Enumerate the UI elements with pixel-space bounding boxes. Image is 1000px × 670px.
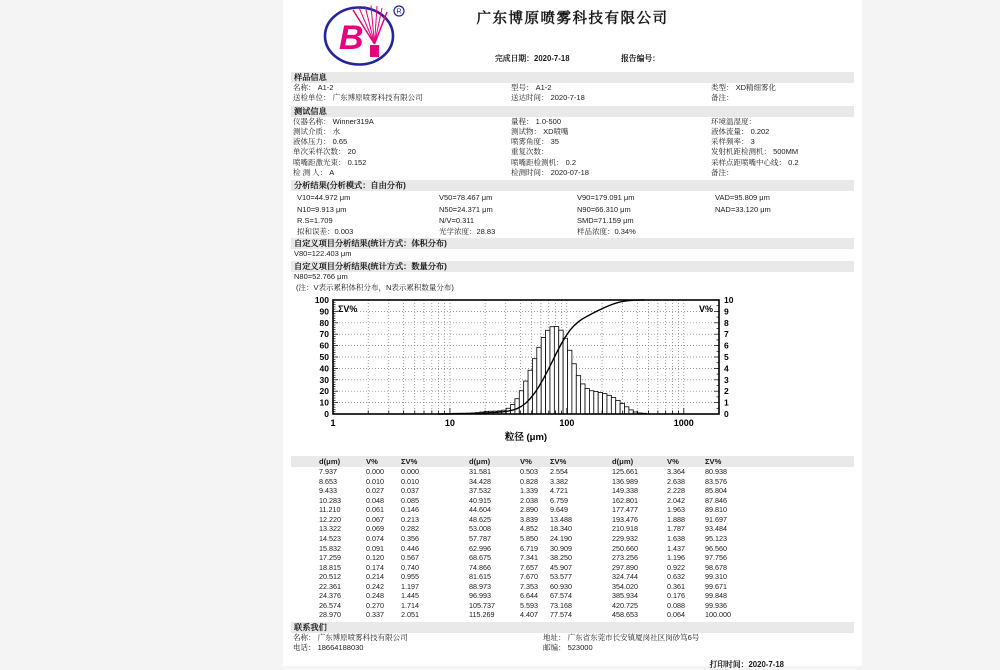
analysis-value: N50=24.371 μm bbox=[439, 205, 577, 214]
table-cell: 53.577 bbox=[550, 572, 612, 582]
report-number: 报告编号： bbox=[621, 53, 660, 64]
table-cell: 1.437 bbox=[667, 544, 705, 554]
svg-text:V%: V% bbox=[699, 304, 713, 314]
table-cell: 2.890 bbox=[520, 505, 550, 515]
analysis-value: V90=179.091 μm bbox=[577, 193, 715, 202]
info-field: 喷雾角度： 35 bbox=[511, 137, 711, 147]
table-cell: 0.064 bbox=[667, 610, 705, 620]
table-row bbox=[291, 524, 854, 534]
svg-text:20: 20 bbox=[320, 386, 330, 396]
table-cell: 0.955 bbox=[401, 572, 469, 582]
table-cell: 13.322 bbox=[319, 524, 366, 534]
info-field: 单次采样次数： 20 bbox=[293, 147, 511, 157]
section-title-test-info: 测试信息 bbox=[291, 106, 854, 117]
table-cell: 0.282 bbox=[401, 524, 469, 534]
table-cell: 12.220 bbox=[319, 515, 366, 525]
table-cell: 24.376 bbox=[319, 591, 366, 601]
table-cell: 2.228 bbox=[667, 486, 705, 496]
analysis-value: VAD=95.809 μm bbox=[715, 193, 854, 202]
table-cell: 1.197 bbox=[401, 582, 469, 592]
svg-text:100: 100 bbox=[315, 295, 329, 305]
table-cell: 80.938 bbox=[705, 467, 854, 477]
table-cell: 68.675 bbox=[469, 553, 520, 563]
table-row bbox=[291, 591, 854, 601]
info-field: 发射机距检测机： 500MM bbox=[711, 147, 854, 157]
table-cell: 1.339 bbox=[520, 486, 550, 496]
table-cell: 0.088 bbox=[667, 601, 705, 611]
table-cell: 0.270 bbox=[366, 601, 401, 611]
table-cell: 2.554 bbox=[550, 467, 612, 477]
table-cell: 0.503 bbox=[520, 467, 550, 477]
table-header-cell: V% bbox=[667, 456, 705, 467]
table-cell: 87.846 bbox=[705, 496, 854, 506]
table-cell: 6.759 bbox=[550, 496, 612, 506]
section-title-analysis: 分析结果(分析模式：自由分布) bbox=[291, 180, 854, 191]
table-cell: 81.615 bbox=[469, 572, 520, 582]
logo-letter: B bbox=[339, 19, 364, 57]
chart-canvas bbox=[303, 294, 763, 452]
table-row bbox=[291, 582, 854, 592]
table-cell: 17.259 bbox=[319, 553, 366, 563]
table-header-cell: d(μm) bbox=[612, 456, 667, 467]
table-cell: 4.852 bbox=[520, 524, 550, 534]
table-row bbox=[291, 553, 854, 563]
table-cell: 1.787 bbox=[667, 524, 705, 534]
table-header-cell: d(μm) bbox=[319, 456, 366, 467]
table-cell: 93.484 bbox=[705, 524, 854, 534]
info-field: 量程： 1.0-500 bbox=[511, 117, 711, 127]
table-cell: 2.038 bbox=[520, 496, 550, 506]
table-cell: 3.364 bbox=[667, 467, 705, 477]
table-cell: 22.361 bbox=[319, 582, 366, 592]
info-field: 测试物： XD喷嘴 bbox=[511, 127, 711, 137]
svg-text:8: 8 bbox=[724, 318, 729, 328]
info-field: 型号： A1-2 bbox=[511, 83, 711, 93]
table-cell: 0.213 bbox=[401, 515, 469, 525]
table-cell: 0.146 bbox=[401, 505, 469, 515]
svg-text:1000: 1000 bbox=[674, 418, 694, 428]
company-name: 广东博原喷雾科技有限公司 bbox=[291, 7, 854, 28]
table-cell: 193.476 bbox=[612, 515, 667, 525]
table-cell: 8.653 bbox=[319, 477, 366, 487]
table-cell: 34.428 bbox=[469, 477, 520, 487]
table-header-cell: V% bbox=[520, 456, 550, 467]
svg-text:10: 10 bbox=[445, 418, 455, 428]
info-field: 类型： XD精细雾化 bbox=[711, 83, 854, 93]
table-cell: 0.567 bbox=[401, 553, 469, 563]
table-cell: 0.361 bbox=[667, 582, 705, 592]
table-header-cell: ΣV% bbox=[401, 456, 469, 467]
table-cell: 99.671 bbox=[705, 582, 854, 592]
analysis-value: SMD=71.159 μm bbox=[577, 216, 715, 225]
table-row bbox=[291, 486, 854, 496]
table-cell: 96.560 bbox=[705, 544, 854, 554]
svg-text:6: 6 bbox=[724, 341, 729, 351]
table-cell: 324.744 bbox=[612, 572, 667, 582]
info-field: 名称： A1-2 bbox=[293, 83, 511, 93]
table-cell: 0.337 bbox=[366, 610, 401, 620]
table-cell: 26.574 bbox=[319, 601, 366, 611]
table-cell: 100.000 bbox=[705, 610, 854, 620]
table-cell: 6.644 bbox=[520, 591, 550, 601]
section-title-custom-volume: 自定义项目分析结果(统计方式：体积分布) bbox=[291, 238, 854, 249]
test-info-grid bbox=[291, 117, 854, 179]
table-cell: 4.721 bbox=[550, 486, 612, 496]
table-cell: 62.996 bbox=[469, 544, 520, 554]
table-cell: 0.067 bbox=[366, 515, 401, 525]
custom-number-value: N80=52.766 μm bbox=[291, 272, 854, 282]
sample-info-grid bbox=[291, 83, 854, 104]
info-field: 仪器名称： Winner319A bbox=[293, 117, 511, 127]
table-cell: 4.407 bbox=[520, 610, 550, 620]
contact-grid bbox=[291, 633, 854, 654]
table-cell: 0.048 bbox=[366, 496, 401, 506]
distribution-table bbox=[291, 456, 854, 620]
nozzle-icon bbox=[370, 45, 379, 57]
table-cell: 67.574 bbox=[550, 591, 612, 601]
table-cell: 7.657 bbox=[520, 563, 550, 573]
table-cell: 0.027 bbox=[366, 486, 401, 496]
table-cell: 7.341 bbox=[520, 553, 550, 563]
table-cell: 3.839 bbox=[520, 515, 550, 525]
table-cell: 73.168 bbox=[550, 601, 612, 611]
table-cell: 57.787 bbox=[469, 534, 520, 544]
table-cell: 1.196 bbox=[667, 553, 705, 563]
table-cell: 0.000 bbox=[401, 467, 469, 477]
table-cell: 0.091 bbox=[366, 544, 401, 554]
table-cell: 99.936 bbox=[705, 601, 854, 611]
field-row bbox=[291, 643, 854, 653]
table-cell: 385.934 bbox=[612, 591, 667, 601]
table-cell: 420.725 bbox=[612, 601, 667, 611]
complete-date: 完成日期：2020-7-18 bbox=[495, 53, 570, 64]
svg-text:90: 90 bbox=[320, 307, 330, 317]
info-field: 采样频率： 3 bbox=[711, 137, 854, 147]
table-row bbox=[291, 496, 854, 506]
table-cell: 7.353 bbox=[520, 582, 550, 592]
table-cell: 6.719 bbox=[520, 544, 550, 554]
report-page bbox=[283, 0, 862, 666]
table-cell: 0.632 bbox=[667, 572, 705, 582]
info-field: 电话： 18664188030 bbox=[293, 643, 543, 653]
svg-text:0: 0 bbox=[724, 409, 729, 419]
info-field: 备注： bbox=[711, 93, 854, 103]
table-cell: 28.970 bbox=[319, 610, 366, 620]
info-field: 液体流量： 0.202 bbox=[711, 127, 854, 137]
analysis-row bbox=[291, 214, 854, 225]
table-row bbox=[291, 610, 854, 620]
table-cell: 162.801 bbox=[612, 496, 667, 506]
table-cell: 60.930 bbox=[550, 582, 612, 592]
info-field: 邮编： 523000 bbox=[543, 643, 854, 653]
table-cell: 1.638 bbox=[667, 534, 705, 544]
section-title-contact: 联系我们 bbox=[291, 622, 854, 633]
table-row bbox=[291, 601, 854, 611]
table-cell: 18.340 bbox=[550, 524, 612, 534]
field-row bbox=[291, 137, 854, 147]
info-field: 重复次数： bbox=[511, 147, 711, 157]
info-field: 送达时间： 2020-7-18 bbox=[511, 93, 711, 103]
table-row bbox=[291, 515, 854, 525]
table-cell: 0.074 bbox=[366, 534, 401, 544]
field-row bbox=[291, 117, 854, 127]
table-cell: 97.756 bbox=[705, 553, 854, 563]
table-cell: 115.269 bbox=[469, 610, 520, 620]
table-row bbox=[291, 505, 854, 515]
table-cell: 74.866 bbox=[469, 563, 520, 573]
table-cell: 10.283 bbox=[319, 496, 366, 506]
table-cell: 13.488 bbox=[550, 515, 612, 525]
info-field: 采样点距喷嘴中心线： 0.2 bbox=[711, 158, 854, 168]
table-cell: 5.850 bbox=[520, 534, 550, 544]
table-cell: 0.010 bbox=[401, 477, 469, 487]
info-field: 液体压力： 0.65 bbox=[293, 137, 511, 147]
table-row bbox=[291, 544, 854, 554]
table-cell: 88.973 bbox=[469, 582, 520, 592]
section-title-custom-number: 自定义项目分析结果(统计方式：数量分布) bbox=[291, 261, 854, 272]
table-cell: 2.638 bbox=[667, 477, 705, 487]
analysis-value bbox=[715, 227, 854, 236]
info-field: 检测时间： 2020-07-18 bbox=[511, 168, 711, 178]
table-cell: 20.512 bbox=[319, 572, 366, 582]
svg-text:ΣV%: ΣV% bbox=[338, 304, 357, 314]
svg-text:70: 70 bbox=[320, 329, 330, 339]
table-cell: 0.446 bbox=[401, 544, 469, 554]
table-cell: 273.256 bbox=[612, 553, 667, 563]
table-header-cell: ΣV% bbox=[705, 456, 854, 467]
svg-text:100: 100 bbox=[559, 418, 574, 428]
analysis-value: NAD=33.120 μm bbox=[715, 205, 854, 214]
field-row bbox=[291, 127, 854, 137]
table-cell: 95.123 bbox=[705, 534, 854, 544]
info-field: 送检单位： 广东博原喷雾科技有限公司 bbox=[293, 93, 511, 103]
table-cell: 229.932 bbox=[612, 534, 667, 544]
analysis-value: V50=78.467 μm bbox=[439, 193, 577, 202]
info-field: 备注： bbox=[711, 168, 854, 178]
table-cell: 297.890 bbox=[612, 563, 667, 573]
table-cell: 40.915 bbox=[469, 496, 520, 506]
table-cell: 18.815 bbox=[319, 563, 366, 573]
table-row bbox=[291, 477, 854, 487]
analysis-value: 光学浓度：28.83 bbox=[439, 227, 577, 236]
svg-text:粒径 (μm): 粒径 (μm) bbox=[504, 431, 547, 443]
svg-text:80: 80 bbox=[320, 318, 330, 328]
table-row bbox=[291, 534, 854, 544]
table-cell: 0.010 bbox=[366, 477, 401, 487]
info-field: 喷嘴距激光束： 0.152 bbox=[293, 158, 511, 168]
table-cell: 5.593 bbox=[520, 601, 550, 611]
table-cell: 458.653 bbox=[612, 610, 667, 620]
table-cell: 250.660 bbox=[612, 544, 667, 554]
table-cell: 0.740 bbox=[401, 563, 469, 573]
print-time: 打印时间：2020-7-18 bbox=[291, 659, 854, 670]
table-cell: 99.848 bbox=[705, 591, 854, 601]
info-field: 测试介质： 水 bbox=[293, 127, 511, 137]
table-cell: 0.214 bbox=[366, 572, 401, 582]
table-cell: 99.310 bbox=[705, 572, 854, 582]
info-field: 地址： 广东省东莞市长安镇厦岗社区岗砂笃6号 bbox=[543, 633, 854, 643]
table-cell: 7.937 bbox=[319, 467, 366, 477]
table-cell: 149.338 bbox=[612, 486, 667, 496]
svg-text:1: 1 bbox=[724, 398, 729, 408]
table-cell: 0.356 bbox=[401, 534, 469, 544]
svg-text:0: 0 bbox=[324, 409, 329, 419]
custom-volume-value: V80=122.403 μm bbox=[291, 249, 854, 259]
table-cell: 0.248 bbox=[366, 591, 401, 601]
analysis-value: 样品浓度：0.34% bbox=[577, 227, 715, 236]
analysis-row bbox=[291, 225, 854, 236]
table-header-cell: V% bbox=[366, 456, 401, 467]
table-cell: 1.963 bbox=[667, 505, 705, 515]
svg-text:2: 2 bbox=[724, 386, 729, 396]
table-cell: 24.190 bbox=[550, 534, 612, 544]
table-cell: 0.176 bbox=[667, 591, 705, 601]
table-cell: 14.523 bbox=[319, 534, 366, 544]
info-field: 检 测 人： A bbox=[293, 168, 511, 178]
table-cell: 0.922 bbox=[667, 563, 705, 573]
report-header bbox=[291, 0, 854, 70]
table-cell: 3.382 bbox=[550, 477, 612, 487]
section-title-sample-info: 样品信息 bbox=[291, 72, 854, 83]
table-cell: 1.714 bbox=[401, 601, 469, 611]
table-row bbox=[291, 563, 854, 573]
table-body bbox=[291, 467, 854, 620]
table-cell: 30.909 bbox=[550, 544, 612, 554]
table-cell: 0.828 bbox=[520, 477, 550, 487]
analysis-value: 拟和误差：0.003 bbox=[297, 227, 439, 236]
table-cell: 11.210 bbox=[319, 505, 366, 515]
table-cell: 96.993 bbox=[469, 591, 520, 601]
table-row bbox=[291, 572, 854, 582]
registered-mark-icon: R bbox=[396, 9, 401, 16]
field-row bbox=[291, 633, 854, 643]
analysis-value: R.S=1.709 bbox=[297, 216, 439, 225]
table-cell: 0.061 bbox=[366, 505, 401, 515]
table-cell: 210.918 bbox=[612, 524, 667, 534]
table-row bbox=[291, 467, 854, 477]
svg-text:10: 10 bbox=[724, 295, 734, 305]
svg-text:4: 4 bbox=[724, 364, 729, 374]
analysis-value: N10=9.913 μm bbox=[297, 205, 439, 214]
analysis-row bbox=[291, 191, 854, 202]
analysis-value: N/V=0.311 bbox=[439, 216, 577, 225]
analysis-value: N90=66.310 μm bbox=[577, 205, 715, 214]
particle-size-chart bbox=[303, 294, 854, 454]
table-cell: 83.576 bbox=[705, 477, 854, 487]
table-cell: 2.042 bbox=[667, 496, 705, 506]
svg-text:30: 30 bbox=[320, 375, 330, 385]
svg-text:5: 5 bbox=[724, 352, 729, 362]
table-cell: 1.445 bbox=[401, 591, 469, 601]
field-row bbox=[291, 147, 854, 157]
info-field: 喷嘴距检测机： 0.2 bbox=[511, 158, 711, 168]
table-cell: 0.174 bbox=[366, 563, 401, 573]
field-row bbox=[291, 158, 854, 168]
analysis-value: V10=44.972 μm bbox=[297, 193, 439, 202]
svg-text:7: 7 bbox=[724, 329, 729, 339]
table-cell: 85.804 bbox=[705, 486, 854, 496]
table-cell: 31.581 bbox=[469, 467, 520, 477]
table-header-cell: d(μm) bbox=[469, 456, 520, 467]
field-row bbox=[291, 93, 854, 103]
analysis-results-grid bbox=[291, 191, 854, 236]
svg-text:60: 60 bbox=[320, 341, 330, 351]
distribution-note: (注：V表示累积体积分布，N表示累积数量分布) bbox=[291, 283, 854, 293]
svg-text:10: 10 bbox=[320, 398, 330, 408]
table-cell: 91.697 bbox=[705, 515, 854, 525]
table-cell: 2.051 bbox=[401, 610, 469, 620]
info-field: 名称： 广东博原喷雾科技有限公司 bbox=[293, 633, 543, 643]
table-cell: 0.037 bbox=[401, 486, 469, 496]
table-header-cell: ΣV% bbox=[550, 456, 612, 467]
table-cell: 48.625 bbox=[469, 515, 520, 525]
table-cell: 136.989 bbox=[612, 477, 667, 487]
table-cell: 0.000 bbox=[366, 467, 401, 477]
field-row bbox=[291, 83, 854, 93]
table-cell: 77.574 bbox=[550, 610, 612, 620]
analysis-value bbox=[715, 216, 854, 225]
table-header-row bbox=[291, 456, 854, 467]
table-cell: 354.020 bbox=[612, 582, 667, 592]
table-cell: 0.069 bbox=[366, 524, 401, 534]
table-cell: 125.661 bbox=[612, 467, 667, 477]
table-cell: 44.604 bbox=[469, 505, 520, 515]
table-cell: 38.250 bbox=[550, 553, 612, 563]
table-cell: 177.477 bbox=[612, 505, 667, 515]
svg-text:50: 50 bbox=[320, 352, 330, 362]
table-cell: 0.242 bbox=[366, 582, 401, 592]
svg-text:40: 40 bbox=[320, 364, 330, 374]
svg-text:9: 9 bbox=[724, 307, 729, 317]
field-row bbox=[291, 168, 854, 178]
info-field: 环境温湿度： bbox=[711, 117, 854, 127]
table-cell: 53.008 bbox=[469, 524, 520, 534]
table-cell: 98.678 bbox=[705, 563, 854, 573]
table-cell: 89.810 bbox=[705, 505, 854, 515]
table-cell: 1.888 bbox=[667, 515, 705, 525]
table-cell: 0.120 bbox=[366, 553, 401, 563]
table-cell: 105.737 bbox=[469, 601, 520, 611]
svg-text:1: 1 bbox=[330, 418, 335, 428]
analysis-row bbox=[291, 203, 854, 214]
table-cell: 15.832 bbox=[319, 544, 366, 554]
table-cell: 9.649 bbox=[550, 505, 612, 515]
table-cell: 7.670 bbox=[520, 572, 550, 582]
table-cell: 9.433 bbox=[319, 486, 366, 496]
table-cell: 45.907 bbox=[550, 563, 612, 573]
svg-text:3: 3 bbox=[724, 375, 729, 385]
table-cell: 0.085 bbox=[401, 496, 469, 506]
table-cell: 37.532 bbox=[469, 486, 520, 496]
